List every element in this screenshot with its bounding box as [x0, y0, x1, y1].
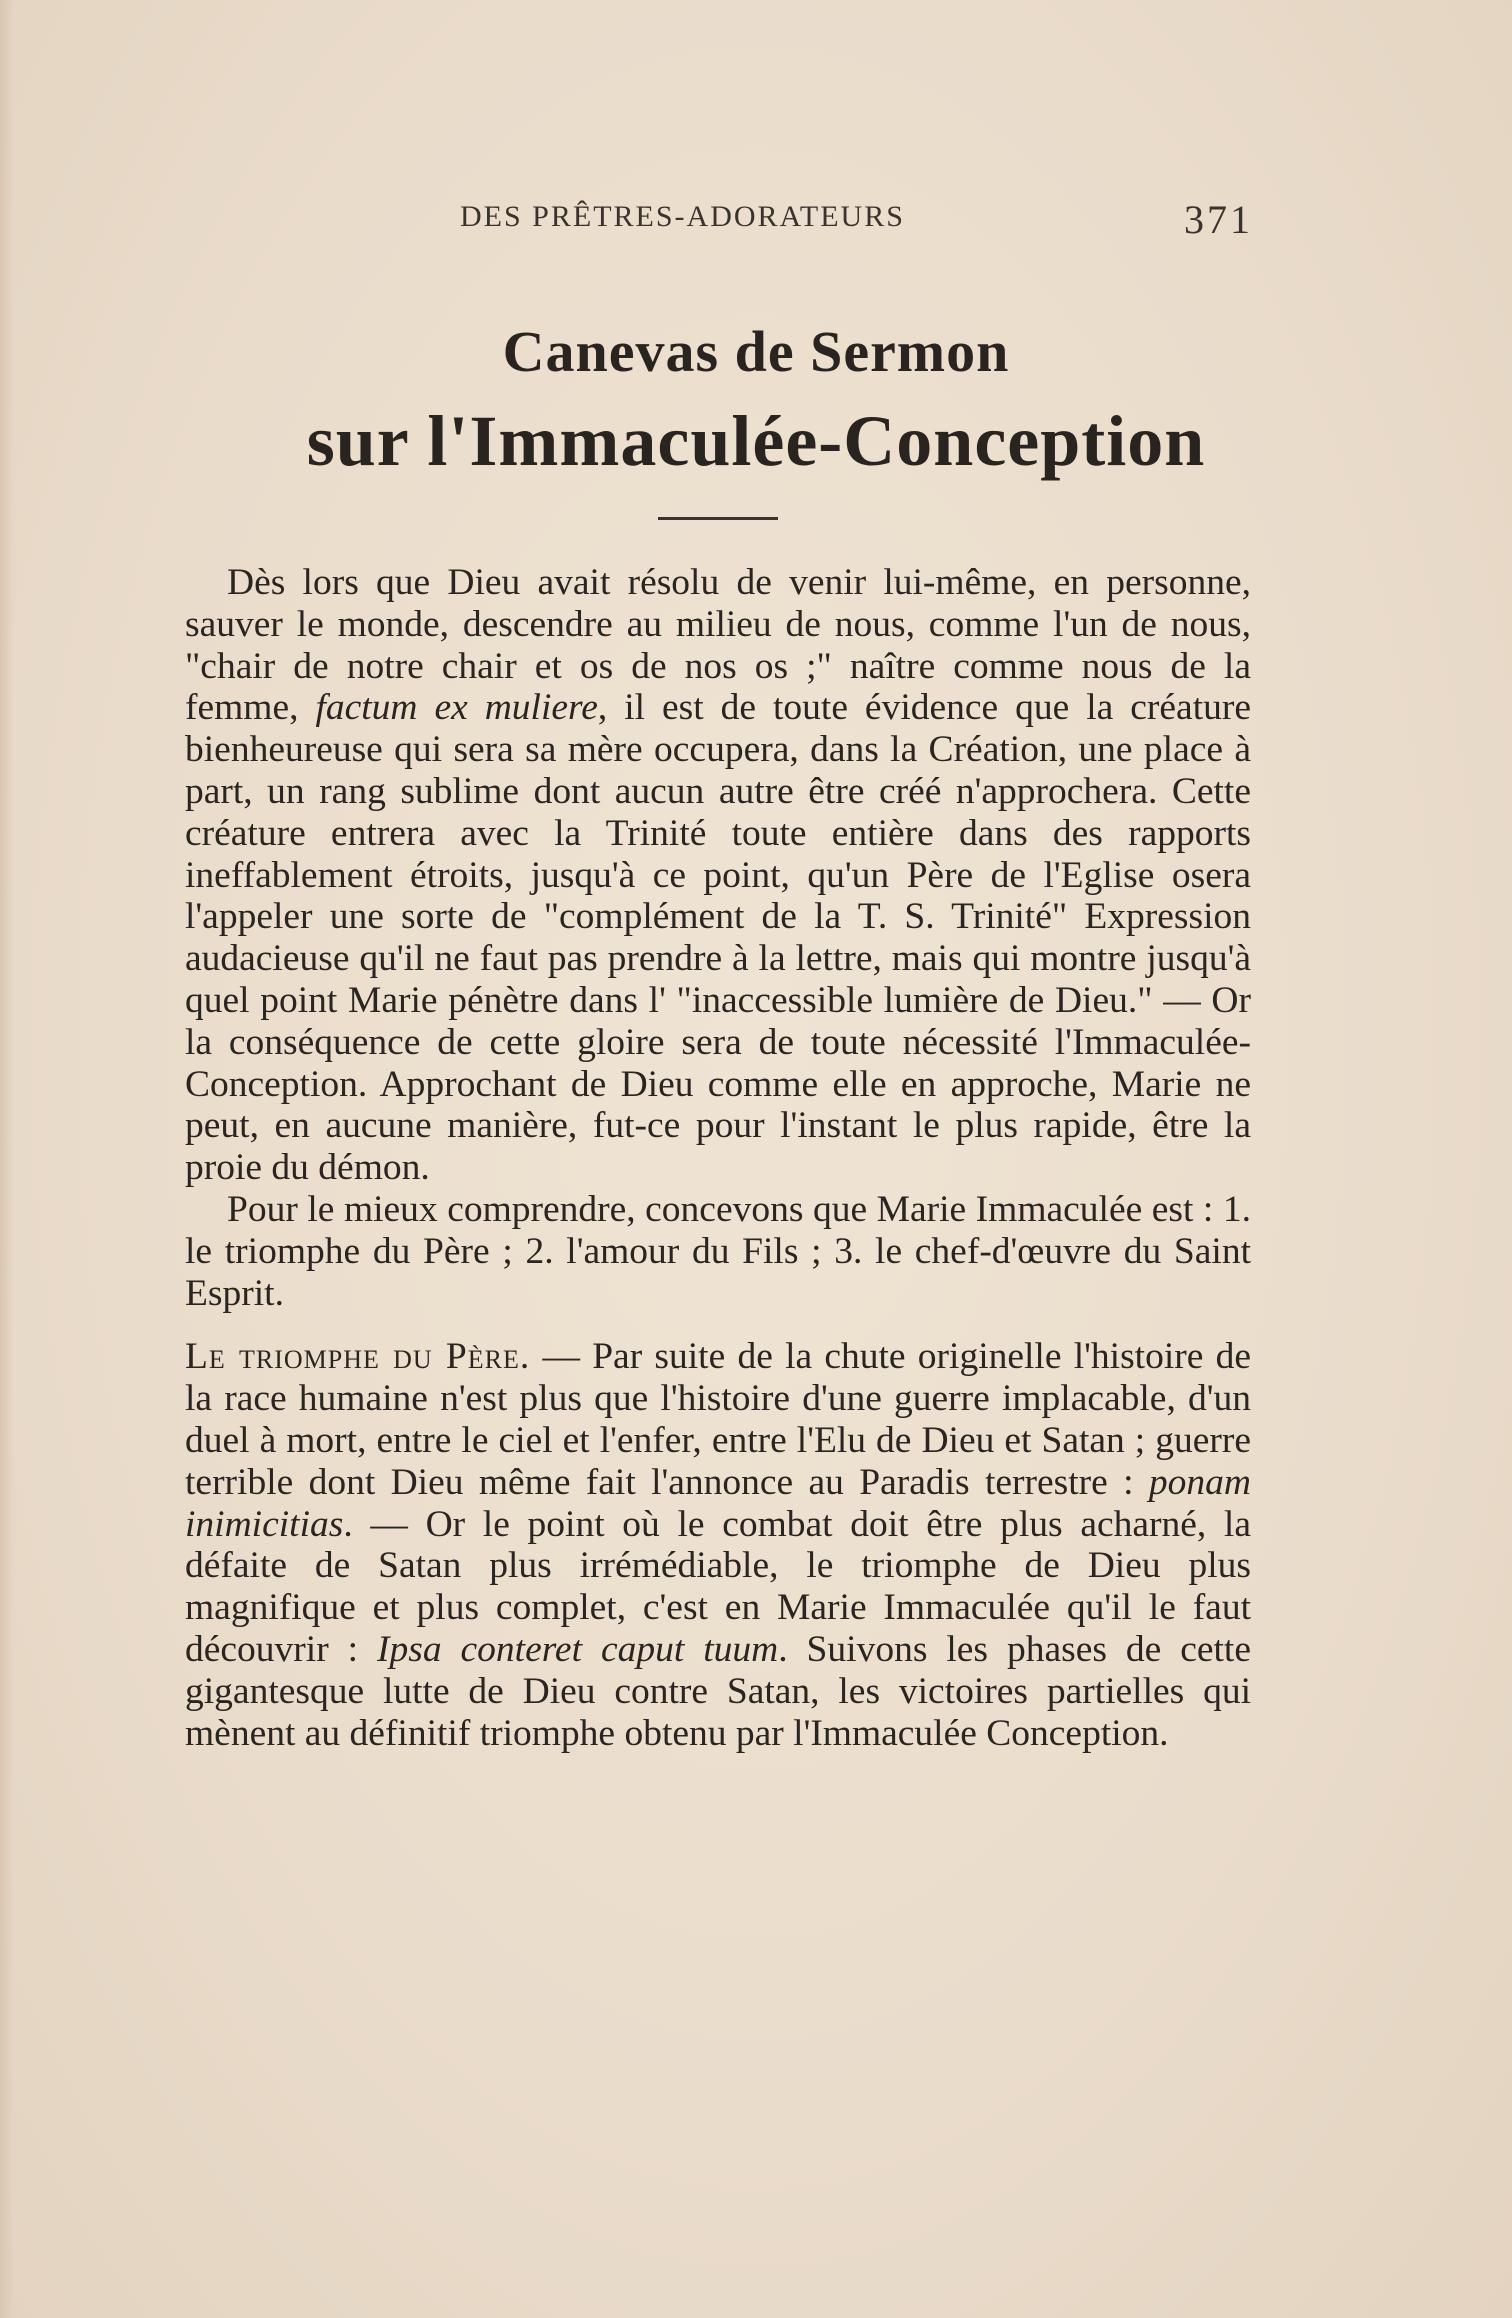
paragraph-1: Dès lors que Dieu avait résolu de venir lui-même, en personne, sauver le monde, descendre au milieu de nous, comme l'un de nous, "chair de notre chair et os de nos os ;" naître comme nous de la femme, factum ex muliere, il est de toute évidence que la créature bienheureuse qui sera sa mère occupera, dans la Création, une place à part, un rang sublime dont aucun autre être créé n'approchera. Cette créature entrera avec la Trinité toute entière dans des rapports ineffablement étroits, jusqu'à ce point, qu'un Père de l'Eglise osera l'appeler une sorte de "complément de la T. S. Trinité" Expression audacieuse qu'il ne faut pas prendre à la lettre, mais qui montre jusqu'à quel point Marie pénètre dans l' "inaccessible lumière de Dieu." — Or la conséquence de cette gloire sera de toute nécessité l'Immaculée-Conception. Approchant de Dieu comme elle en approche, Marie ne peut, en aucune manière, fut-ce pour l'instant le plus rapide, être la proie du démon.	[185, 562, 1251, 1189]
page-number: 371	[1184, 197, 1253, 242]
paragraph-3: Le triomphe du Père. — Par suite de la chute originelle l'histoire de la race humaine n'est plus que l'histoire d'une guerre implacable, d'un duel à mort, entre le ciel et l'enfer, entre l'Elu de Dieu et Satan ; guerre terrible dont Dieu même fait l'annonce au Paradis terrestre : ponam inimicitias. — Or le point où le combat doit être plus acharné, la défaite de Satan plus irrémédiable, le triomphe de Dieu plus magnifique et plus complet, c'est en Marie Immaculée qu'il le faut découvrir : Ipsa conteret caput tuum. Suivons les phases de cette gigantesque lutte de Dieu contre Satan, les victoires partielles qui mènent au définitif triomphe obtenu par l'Immaculée Conception.	[185, 1336, 1251, 1754]
title-line-1: Canevas de Sermon	[502, 319, 1010, 384]
paragraph-2: Pour le mieux comprendre, concevons que Marie Immaculée est : 1. le triomphe du Père ; 2. l'amour du Fils ; 3. le chef-d'œuvre du Saint Esprit.	[185, 1188, 1251, 1314]
page-header	[185, 196, 1275, 246]
section-lead: Le triomphe du Père.	[185, 1336, 531, 1378]
body-text	[185, 562, 1251, 1754]
title-divider	[658, 517, 778, 520]
running-head: DES PRÊTRES-ADORATEURS	[460, 200, 905, 233]
title-line-2: sur l'Immaculée-Conception	[306, 401, 1206, 481]
